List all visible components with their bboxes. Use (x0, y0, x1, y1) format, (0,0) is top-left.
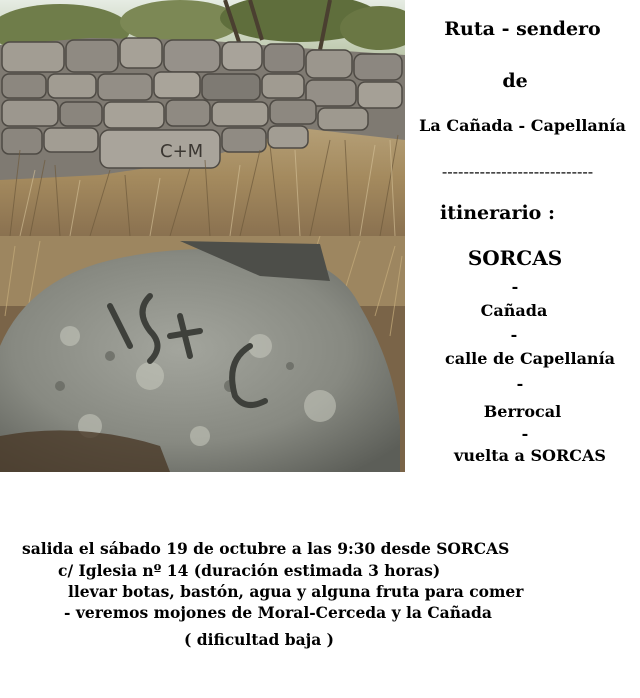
separator-line: ---------------------------- (441, 162, 594, 181)
stop-calle-capellania: calle de Capellanía (444, 349, 616, 368)
detail-address: c/ Iglesia nº 14 (duración estimada 3 horas) (58, 561, 441, 580)
stop-separator: - (511, 277, 519, 296)
stop-canada: Cañada (480, 301, 548, 320)
wall-carving: C+M (160, 141, 204, 162)
detail-difficulty: ( dificultad baja ) (184, 630, 335, 649)
boulder-photo (0, 236, 405, 472)
detail-landmarks: - veremos mojones de Moral-Cerceda y la Cañada (64, 603, 492, 622)
stone-wall-photo (0, 0, 405, 236)
title-line-3: La Cañada - Capellanía (419, 116, 626, 135)
stop-sorcas: SORCAS (467, 246, 563, 270)
stop-separator: - (516, 374, 524, 393)
boulder-image (0, 236, 405, 472)
stop-vuelta-sorcas: vuelta a SORCAS (454, 446, 606, 465)
stop-separator: - (510, 325, 518, 344)
itinerary-label: itinerario : (440, 202, 555, 224)
stop-separator: - (521, 424, 529, 443)
stone-wall-image (0, 0, 405, 236)
title-line-2: de (502, 70, 528, 92)
detail-departure: salida el sábado 19 de octubre a las 9:30 desde SORCAS (22, 539, 510, 558)
stop-berrocal: Berrocal (483, 402, 562, 421)
title-line-1: Ruta - sendero (444, 18, 601, 40)
detail-equipment: llevar botas, bastón, agua y alguna fruta para comer (68, 582, 524, 601)
